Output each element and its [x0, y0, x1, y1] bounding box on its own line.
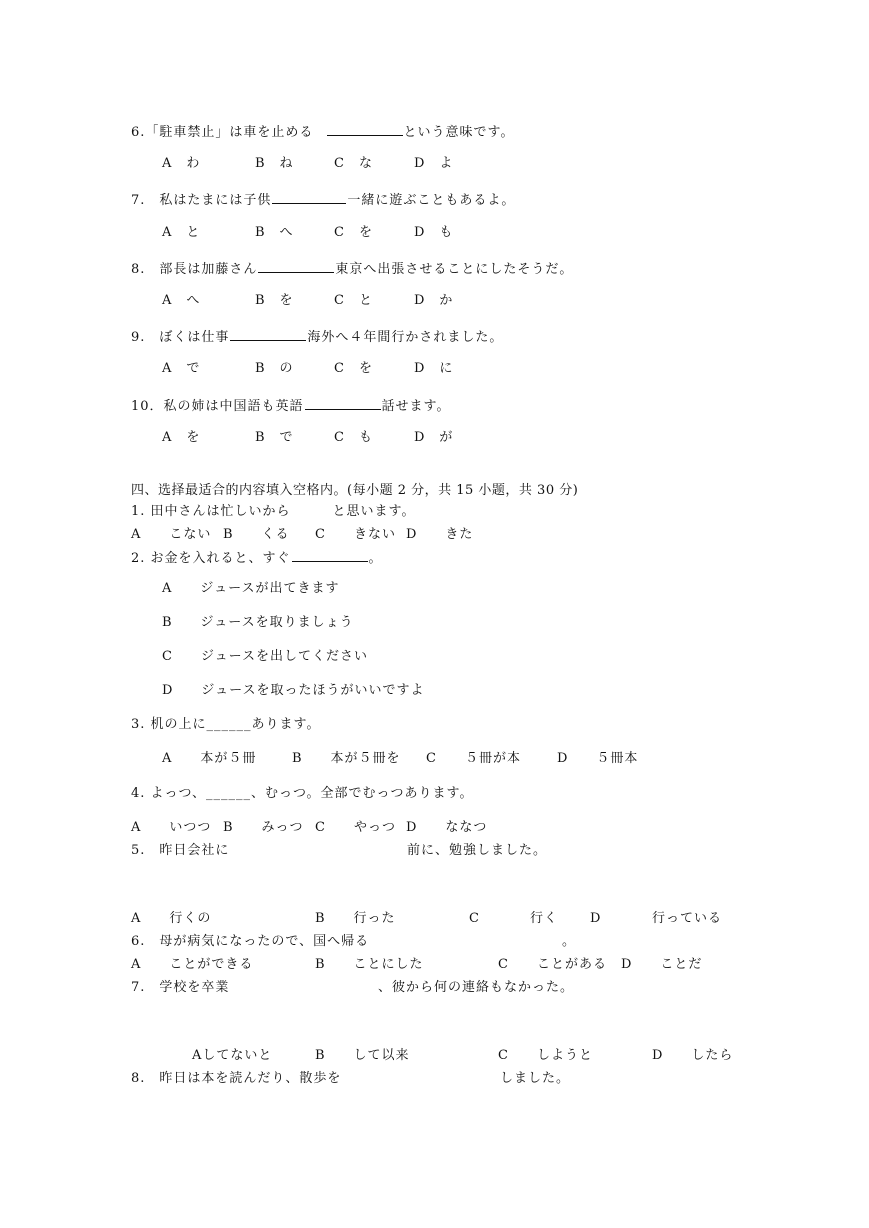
- answer-blank: [305, 396, 381, 410]
- option-c: C な: [334, 156, 373, 171]
- s4-question-2-stem: 2. お金を入れると、すぐ: [131, 551, 291, 566]
- question-8-stem: 8. 部長は加藤さん: [131, 262, 258, 277]
- question-6-stem: 6.「駐車禁止」は車を止める: [131, 125, 314, 140]
- s4-question-2-tail: 。: [368, 551, 383, 566]
- option-c: C ジュースを出してください: [162, 649, 369, 664]
- option-d: D: [590, 911, 602, 926]
- option-b: B ことにした: [315, 957, 424, 972]
- question-9-tail: 海外へ４年間行かされました。: [307, 330, 504, 345]
- option-c: C きない: [315, 527, 396, 542]
- section-4-heading: 四、选择最适合的内容填入空格内。(每小题 2 分，共 15 小题，共 30 分): [131, 483, 579, 498]
- option-a: A いつつ: [131, 820, 212, 835]
- option-d-text: 行っている: [652, 911, 723, 926]
- option-d: D ジュースを取ったほうがいいですよ: [162, 683, 425, 698]
- question-7-stem: 7. 私はたまには子供: [131, 193, 272, 208]
- s4-question-5: [131, 843, 229, 859]
- answer-blank: [230, 327, 306, 341]
- question-10-stem: 10．私の姉は中国語も英語: [131, 399, 304, 414]
- option-c: C やっつ: [315, 820, 396, 835]
- question-7-tail: 一緒に遊ぶこともあるよ。: [347, 193, 516, 208]
- option-d: D も: [414, 225, 454, 240]
- s4-question-3: 3. 机の上に______あります。: [131, 717, 321, 732]
- option-d: D したら: [652, 1048, 734, 1063]
- s4-question-5-tail: 前に、勉強しました。: [407, 843, 548, 858]
- option-b: B の: [255, 361, 294, 376]
- option-c: C ことがある: [498, 957, 607, 972]
- s4-question-8-tail: しました。: [500, 1071, 571, 1086]
- option-a: A ジュースが出てきます: [162, 581, 340, 596]
- option-b: B 本が５冊を: [292, 751, 401, 766]
- answer-blank: [258, 259, 334, 273]
- option-b: B を: [255, 293, 294, 308]
- question-6: [131, 122, 515, 141]
- option-a: A こない: [131, 527, 212, 542]
- option-a: A へ: [162, 293, 201, 308]
- option-b: B くる: [223, 527, 290, 542]
- option-c: C と: [334, 293, 373, 308]
- option-b: B で: [255, 430, 294, 445]
- question-8-tail: 東京へ出張させることにしたそうだ。: [335, 262, 574, 277]
- option-d: D ななつ: [406, 820, 488, 835]
- option-c-text: 行く: [530, 911, 559, 926]
- question-7: [131, 190, 515, 209]
- s4-question-7-tail: 、彼から何の連絡もなかった。: [378, 980, 575, 995]
- answer-blank: [327, 122, 403, 136]
- option-b: B へ: [255, 225, 294, 240]
- option-d: D が: [414, 430, 454, 445]
- s4-question-2: [131, 548, 383, 567]
- s4-question-1: 1. 田中さんは忙しいから と思います。: [131, 504, 416, 519]
- option-d: D か: [414, 293, 454, 308]
- question-10-tail: 話せます。: [381, 399, 451, 414]
- option-d: D に: [414, 361, 454, 376]
- s4-question-5-stem: 5. 昨日会社に: [131, 843, 230, 858]
- question-8: [131, 259, 573, 278]
- answer-blank: [292, 548, 368, 562]
- s4-question-4: 4. よっつ、______、むっつ。全部でむっつあります。: [131, 786, 474, 801]
- option-b: B ね: [255, 156, 294, 171]
- option-d: D ５冊本: [557, 751, 639, 766]
- option-a: A と: [162, 225, 201, 240]
- question-10: [131, 396, 451, 415]
- option-d: D よ: [414, 156, 454, 171]
- option-a: Aしてないと: [192, 1048, 273, 1063]
- option-b: B して以来: [315, 1048, 410, 1063]
- option-a: A ことができる: [131, 957, 254, 972]
- option-c: C: [469, 911, 480, 926]
- option-b: B 行った: [315, 911, 396, 926]
- option-b: B みっつ: [223, 820, 304, 835]
- question-9: [131, 327, 503, 346]
- option-d: D きた: [406, 527, 474, 542]
- answer-blank: [272, 190, 346, 204]
- option-c: C を: [334, 225, 373, 240]
- option-c: C しようと: [498, 1048, 593, 1063]
- option-c: C を: [334, 361, 373, 376]
- option-a: A 本が５冊: [162, 751, 257, 766]
- option-c: C も: [334, 430, 373, 445]
- option-a: A 行くの: [131, 911, 212, 926]
- question-9-stem: 9. ぼくは仕事: [131, 330, 230, 345]
- option-d: D ことだ: [621, 957, 703, 972]
- question-6-tail: という意味です。: [403, 125, 515, 140]
- option-a: A わ: [162, 156, 201, 171]
- s4-question-7: 7. 学校を卒業: [131, 980, 230, 995]
- option-a: A を: [162, 430, 201, 445]
- s4-question-6-tail: 。: [562, 934, 577, 949]
- s4-question-8: 8. 昨日は本を読んだり、散歩を: [131, 1071, 342, 1086]
- option-b: B ジュースを取りましょう: [162, 615, 354, 630]
- option-c: C ５冊が本: [426, 751, 521, 766]
- option-a: A で: [162, 361, 201, 376]
- s4-question-6: 6. 母が病気になったので、国へ帰る: [131, 934, 370, 949]
